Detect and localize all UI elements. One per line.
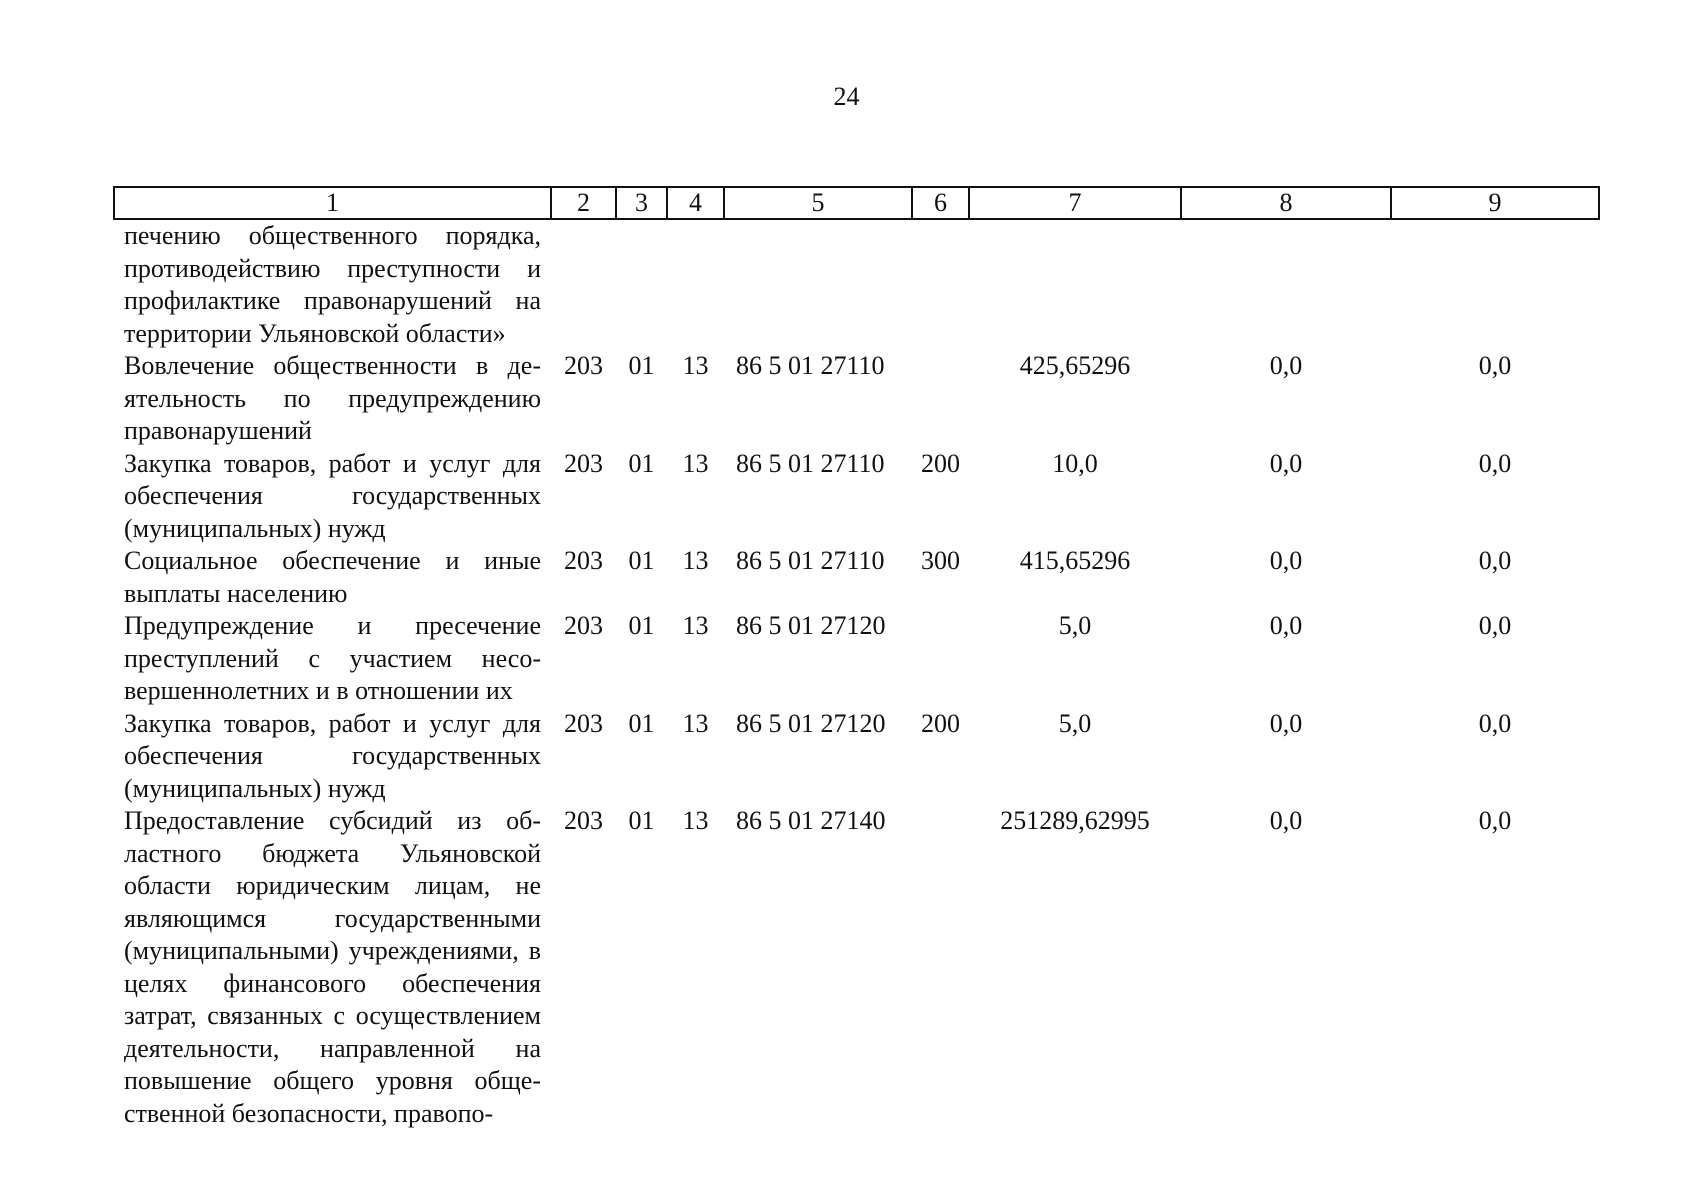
cell-col-2: 203 — [564, 546, 603, 575]
table-row — [114, 350, 1599, 448]
cell-col-8: 0,0 — [1269, 448, 1303, 478]
cell-col-5: 86 5 01 27110 — [736, 546, 885, 575]
row-name: Предоставление субсидий из областного бюджета Ульяновской области юридическим лицам, не являющимся государственными (муниципальными) учреждениями, в целях финансового обеспечения затрат, связанных с осуществлением деятельности, направленной на повышение общего уровня общественной безопасности, правопо- — [124, 806, 541, 1128]
column-header-7: 7 — [969, 187, 1181, 219]
cell-col-4 — [667, 219, 724, 350]
column-header-6: 6 — [912, 187, 969, 219]
cell-col-4: 13 — [682, 351, 709, 380]
cell-col-9: 0,0 — [1478, 546, 1512, 575]
table-row — [114, 545, 1599, 610]
budget-table — [113, 186, 1600, 1130]
cell-col-4: 13 — [682, 448, 709, 478]
row-name: Закупка товаров, работ и услуг для обеспечения государственных (муниципальных) нужд — [124, 708, 541, 803]
cell-col-2: 203 — [564, 806, 603, 835]
column-header-1: 1 — [114, 187, 551, 219]
column-header-5: 5 — [724, 187, 912, 219]
table-header-row — [114, 187, 1599, 219]
cell-col-2 — [551, 219, 616, 350]
table-row — [114, 708, 1599, 806]
cell-col-5: 86 5 01 27140 — [736, 806, 886, 835]
cell-col-2: 203 — [564, 611, 603, 640]
cell-col-8: 0,0 — [1269, 546, 1303, 575]
cell-col-7: 415,65296 — [1019, 546, 1131, 575]
cell-col-5: 86 5 01 27110 — [736, 448, 885, 478]
cell-col-8: 0,0 — [1269, 806, 1303, 835]
cell-col-8: 0,0 — [1269, 708, 1303, 738]
cell-col-3: 01 — [628, 806, 655, 835]
table-row — [114, 448, 1599, 546]
cell-col-9: 0,0 — [1478, 611, 1512, 640]
table-row — [114, 219, 1599, 350]
cell-col-3: 01 — [628, 546, 655, 575]
cell-col-9: 0,0 — [1478, 806, 1512, 835]
cell-col-6: 300 — [921, 546, 960, 575]
column-header-9: 9 — [1391, 187, 1599, 219]
cell-col-6 — [912, 219, 969, 350]
cell-col-7: 251289,62995 — [1000, 806, 1150, 835]
row-name: Предупреждение и пресечение преступлений с участием несовершеннолетних и в отношении их — [124, 611, 541, 705]
cell-col-4: 13 — [682, 806, 709, 835]
cell-col-7: 5,0 — [1058, 708, 1092, 738]
cell-col-7: 10,0 — [1052, 448, 1098, 478]
cell-col-6: 200 — [921, 448, 960, 478]
cell-col-9 — [1391, 219, 1599, 350]
table-row — [114, 610, 1599, 708]
cell-col-6: 200 — [921, 708, 960, 738]
cell-col-5 — [724, 219, 912, 350]
column-header-3: 3 — [616, 187, 667, 219]
cell-col-2: 203 — [564, 448, 603, 478]
cell-col-7 — [969, 219, 1181, 350]
cell-col-9: 0,0 — [1478, 708, 1512, 738]
cell-col-6 — [912, 350, 969, 448]
cell-col-8: 0,0 — [1269, 611, 1303, 640]
row-name: Социальное обеспечение и иные выплаты населению — [124, 546, 541, 608]
cell-col-5: 86 5 01 27120 — [736, 708, 886, 738]
column-header-8: 8 — [1181, 187, 1391, 219]
page-number: 24 — [833, 82, 860, 111]
cell-col-3: 01 — [628, 448, 655, 478]
cell-col-2: 203 — [564, 351, 603, 380]
cell-col-5: 86 5 01 27110 — [736, 351, 885, 380]
cell-col-3: 01 — [628, 708, 655, 738]
cell-col-2: 203 — [564, 708, 603, 738]
cell-col-4: 13 — [682, 708, 709, 738]
table-row — [114, 805, 1599, 1130]
cell-col-5: 86 5 01 27120 — [736, 611, 886, 640]
row-name: Вовлечение общественности в деятельность по предупреждению правонарушений — [124, 351, 541, 445]
row-name: Закупка товаров, работ и услуг для обеспечения государственных (муниципальных) нужд — [124, 448, 541, 543]
cell-col-8: 0,0 — [1269, 351, 1303, 380]
column-header-2: 2 — [551, 187, 616, 219]
cell-col-4: 13 — [682, 546, 709, 575]
cell-col-6 — [912, 610, 969, 708]
cell-col-7: 425,65296 — [1019, 351, 1131, 380]
cell-col-7: 5,0 — [1058, 611, 1092, 640]
cell-col-3 — [616, 219, 667, 350]
cell-col-9: 0,0 — [1478, 448, 1512, 478]
row-name: печению общественного порядка, противодействию преступности и профилактике правонарушений на территории Ульяновской области» — [124, 221, 541, 348]
cell-col-4: 13 — [682, 611, 709, 640]
cell-col-3: 01 — [628, 351, 655, 380]
cell-col-9: 0,0 — [1478, 351, 1512, 380]
column-header-4: 4 — [667, 187, 724, 219]
cell-col-8 — [1181, 219, 1391, 350]
cell-col-3: 01 — [628, 611, 655, 640]
cell-col-6 — [912, 805, 969, 1130]
